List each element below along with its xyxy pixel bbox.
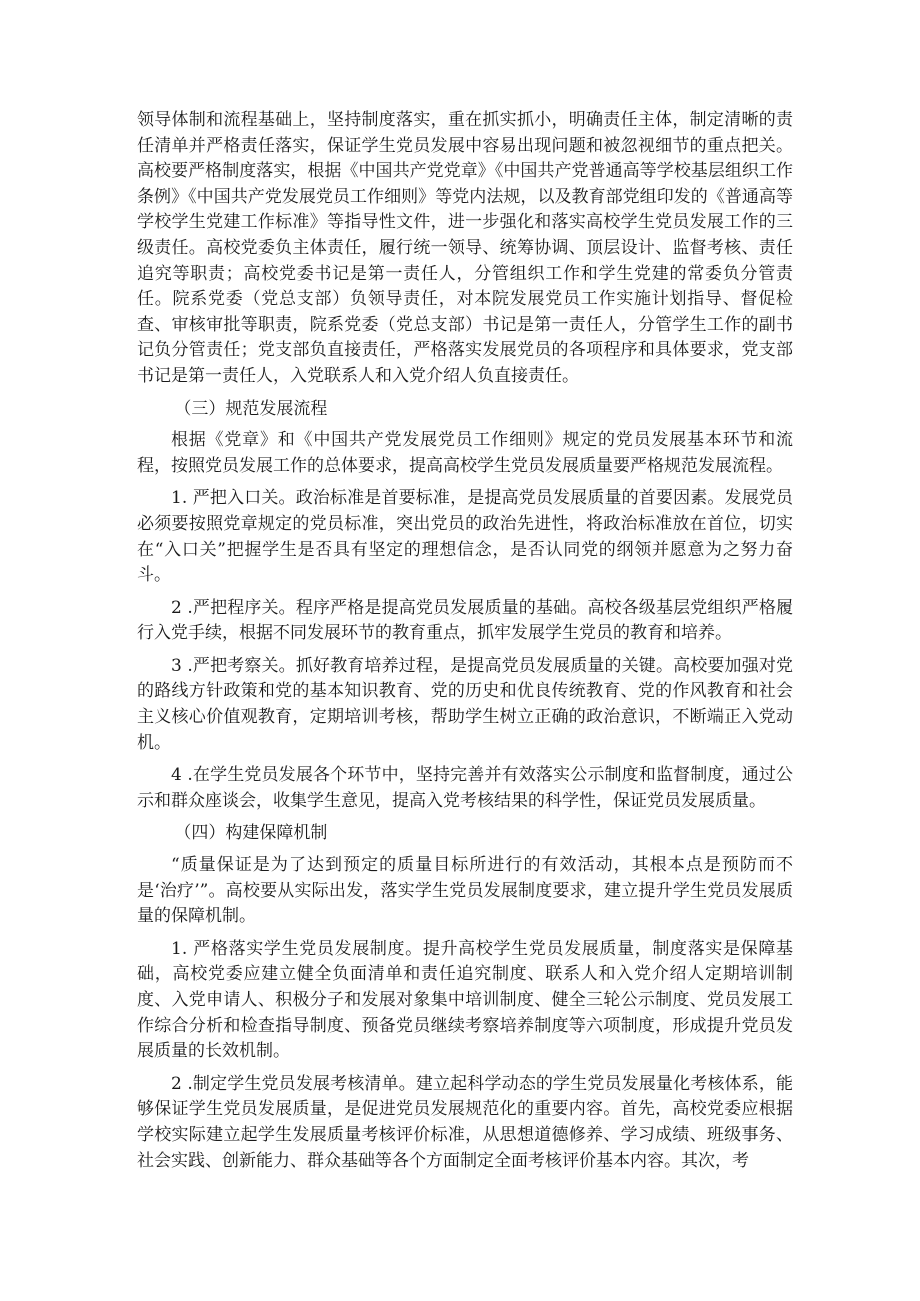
list-paragraph-2b: 2 .制定学生党员发展考核清单。建立起科学动态的学生党员发展量化考核体系，能够保证学生党员发展质量，是促进党员发展规范化的重要内容。首先，高校党委应根据学校实际建立起学生发展质量考核评价标准，从思想道德修养、学习成绩、班级事务、社会实践、创新能力、群众基础等各个方面制定全面考核评价基本内容。其次，考 [137,1073,793,1171]
list-paragraph-1b: 1. 严格落实学生党员发展制度。提升高校学生党员发展质量，制度落实是保障基础，高校党委应建立健全负面清单和责任追究制度、联系人和入党介绍人定期培训制度、入党申请人、积极分子和发展对象集中培训制度、健全三轮公示制度、党员发展工作综合分析和检查指导制度、预备党员继续考察培养制度等六项制度，形成提升党员发展质量的长效机制。 [137,938,793,1062]
list-paragraph-2: 2 .严把程序关。程序严格是提高党员发展质量的基础。高校各级基层党组织严格履行入党手续，根据不同发展环节的教育重点，抓牢发展学生党员的教育和培养。 [137,597,793,644]
document-page [137,108,793,1181]
list-paragraph-4: 4 .在学生党员发展各个环节中，坚持完善并有效落实公示制度和监督制度，通过公示和群众座谈会，收集学生意见，提高入党考核结果的科学性，保证党员发展质量。 [137,765,793,811]
list-paragraph-1: 1. 严把入口关。政治标准是首要标准，是提高党员发展质量的首要因素。发展党员必须要按照党章规定的党员标准，突出党员的政治先进性，将政治标准放在首位，切实在“入口关”把握学生是否具有坚定的理想信念，是否认同党的纲领并愿意为之努力奋斗。 [137,488,793,586]
section-heading-3: （三）规范发展流程 [174,398,328,419]
body-paragraph-quote: “质量保证是为了达到预定的质量目标所进行的有效活动，其根本点是预防而不是‘治疗’”。高校要从实际出发，落实学生党员发展制度要求，建立提升学生党员发展质量的保障机制。 [137,855,793,927]
body-paragraph-continued: 领导体制和流程基础上，坚持制度落实，重在抓实抓小，明确责任主体，制定清晰的责任清单并严格责任落实，保证学生党员发展中容易出现问题和被忽视细节的重点把关。高校要严格制度落实，根据《中国共产党党章》《中国共产党普通高等学校基层组织工作条例》《中国共产党发展党员工作细则》等党内法规，以及教育部党组印发的《普通高等学校学生党建工作标准》等指导性文件，进一步强化和落实高校学生党员发展工作的三级责任。高校党委负主体责任，履行统一领导、统筹协调、顶层设计、监督考核、责任追究等职责；高校党委书记是第一责任人，分管组织工作和学生党建的常委负分管责任。院系党委（党总支部）负领导责任，对本院发展党员工作实施计划指导、督促检查、审核审批等职责，院系党委（党总支部）书记是第一责任人，分管学生工作的副书记负分管责任；党支部负直接责任，严格落实发展党员的各项程序和具体要求，党支部书记是第一责任人，入党联系人和入党介绍人负直接责任。 [137,110,793,386]
body-paragraph: 根据《党章》和《中国共产党发展党员工作细则》规定的党员发展基本环节和流程，按照党员发展工作的总体要求，提高高校学生党员发展质量要严格规范发展流程。 [137,430,793,476]
section-heading-4: （四）构建保障机制 [174,823,328,844]
list-paragraph-3: 3 .严把考察关。抓好教育培养过程，是提高党员发展质量的关键。高校要加强对党的路线方针政策和党的基本知识教育、党的历史和优良传统教育、党的作风教育和社会主义核心价值观教育，定期培训考核，帮助学生树立正确的政治意识，不断端正入党动机。 [137,655,793,753]
